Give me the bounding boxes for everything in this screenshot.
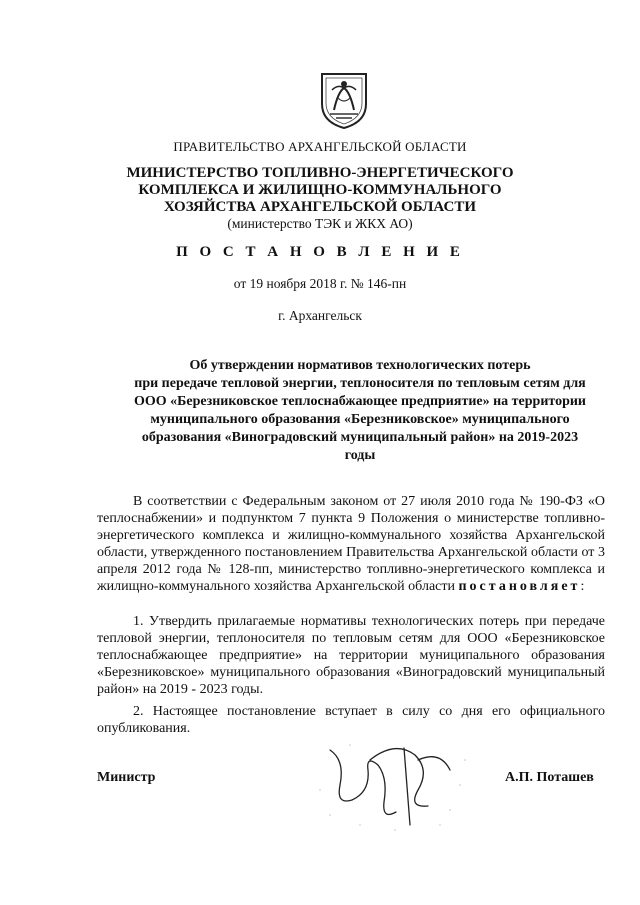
- subject-line-2: при передаче тепловой энергии, теплоносителя по тепловым сетям для: [134, 376, 586, 391]
- coat-of-arms-icon: [318, 70, 370, 130]
- preamble-paragraph: [97, 493, 605, 595]
- signatory-position: Министр: [97, 770, 156, 785]
- decree-date-number: от 19 ноября 2018 г. № 146-пн: [233, 276, 407, 291]
- ministry-short-name: (министерство ТЭК и ЖКХ АО): [227, 216, 413, 231]
- government-name: ПРАВИТЕЛЬСТВО АРХАНГЕЛЬСКОЙ ОБЛАСТИ: [173, 139, 467, 154]
- subject-line-3: ООО «Березниковское теплоснабжающее предприятие» на территории: [133, 394, 587, 409]
- ministry-line-1: МИНИСТЕРСТВО ТОПЛИВНО-ЭНЕРГЕТИЧЕСКОГО: [126, 165, 514, 181]
- preamble-text: В соответствии с Федеральным законом от 27 июля 2010 года № 190-ФЗ «О теплоснабжении» и подпунктом 7 пункта 9 Положения о министерстве топливно-энергетического комплекса и жилищно-коммунального хозяйства Архангельской области, утвержденного постановлением Правительства Архангельской области от 3 апреля 2012 года № 128-пп, министерство топливно-энергетического комплекса и жилищно-коммунального хозяйства Архангельской области: [97, 494, 605, 594]
- signatory-name: А.П. Поташев: [505, 770, 594, 785]
- ministry-name: [0, 165, 640, 216]
- decree-city: г. Архангельск: [278, 308, 362, 323]
- preamble-colon: :: [580, 579, 585, 594]
- subject-line-6: годы: [344, 448, 376, 463]
- handwritten-signature-icon: [300, 730, 490, 840]
- clause-1-paragraph: 1. Утвердить прилагаемые нормативы технологических потерь при передаче тепловой энергии, теплоносителя по тепловым сетям для ООО «Березниковское теплоснабжающее предприятие» на территории муниципального образования «Березниковское» муниципального образования «Виноградовский муниципальный район» на 2019 - 2023 годы.: [97, 614, 605, 697]
- ministry-line-3: ХОЗЯЙСТВА АРХАНГЕЛЬСКОЙ ОБЛАСТИ: [163, 199, 477, 215]
- decrees-word: постановляет: [458, 579, 581, 594]
- subject-line-5: образования «Виноградовский муниципальный район» на 2019-2023: [141, 430, 579, 445]
- decree-subject: [100, 357, 620, 465]
- subject-line-1: Об утверждении нормативов технологических потерь: [189, 358, 531, 373]
- subject-line-4: муниципального образования «Березниковское» муниципального: [150, 412, 570, 427]
- ministry-line-2: КОМПЛЕКСА И ЖИЛИЩНО-КОММУНАЛЬНОГО: [138, 182, 502, 198]
- document-type-title: П О С Т А Н О В Л Е Н И Е: [176, 244, 464, 260]
- clause-2-paragraph: 2. Настоящее постановление вступает в силу со дня его официального опубликования.: [97, 704, 605, 736]
